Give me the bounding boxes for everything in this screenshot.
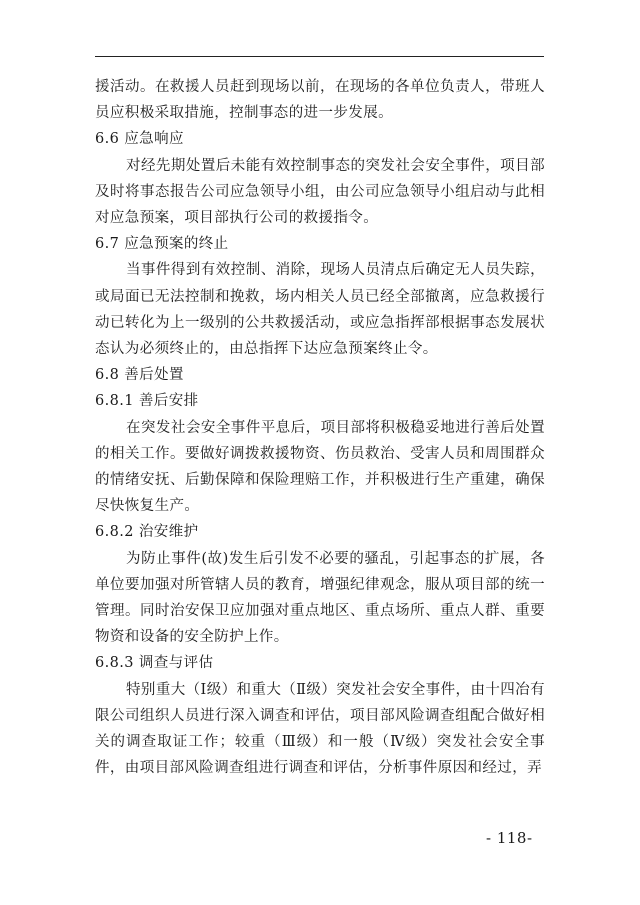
section-heading-6-7: 6.7 应急预案的终止 <box>95 236 229 253</box>
header-rule <box>95 56 544 57</box>
paragraph-emergency-response: 对经先期处置后未能有效控制事态的突发社会安全事件，项目部及时将事态报告公司应急领导小组，由公司应急领导小组启动与此相对应急预案，项目部执行公司的救援指令。 <box>95 157 545 227</box>
paragraph-public-order: 为防止事件(故)发生后引发不必要的骚乱，引起事态的扩展，各单位要加强对所管辖人员的教育，增强纪律观念，服从项目部的统一管理。同时治安保卫应加强对重点地区、重点场所、重点人群、重要物资和设备的安全防护上作。 <box>95 550 545 646</box>
paragraph-continued: 援活动。在救援人员赶到现场以前，在现场的各单位负责人，带班人员应积极采取措施，控制事态的进一步发展。 <box>95 79 545 122</box>
paragraph-aftermath-arrangement: 在突发社会安全事件平息后，项目部将积极稳妥地进行善后处置的相关工作。要做好调拨救援物资、伤员救治、受害人员和周围群众的情绪安抚、后勤保障和保险理赔工作，并积极进行生产重建，确保尽快恢复生产。 <box>95 419 545 515</box>
section-heading-6-8: 6.8 善后处置 <box>95 367 184 384</box>
paragraph-plan-termination: 当事件得到有效控制、消除，现场人员清点后确定无人员失踪，或局面已无法控制和挽救，场内相关人员已经全部撤离，应急救援行动已转化为上一级别的公共救援活动，或应急指挥部根据事态发展状态认为必须终止的，由总指挥下达应急预案终止令。 <box>95 262 545 358</box>
document-body <box>95 74 545 781</box>
section-heading-6-8-3: 6.8.3 调查与评估 <box>95 655 214 672</box>
paragraph-investigation: 特别重大（Ⅰ级）和重大（Ⅱ级）突发社会安全事件，由十四冶有限公司组织人员进行深入调查和评估，项目部风险调查组配合做好相关的调查取证工作；较重（Ⅲ级）和一般（Ⅳ级）突发社会安全事件，由项目部风险调查组进行调查和评估，分析事件原因和经过，弄 <box>95 681 545 777</box>
page-number: - 118- <box>486 829 533 847</box>
section-heading-6-8-2: 6.8.2 治安维护 <box>95 524 199 541</box>
section-heading-6-6: 6.6 应急响应 <box>95 131 184 148</box>
section-heading-6-8-1: 6.8.1 善后安排 <box>95 393 199 410</box>
